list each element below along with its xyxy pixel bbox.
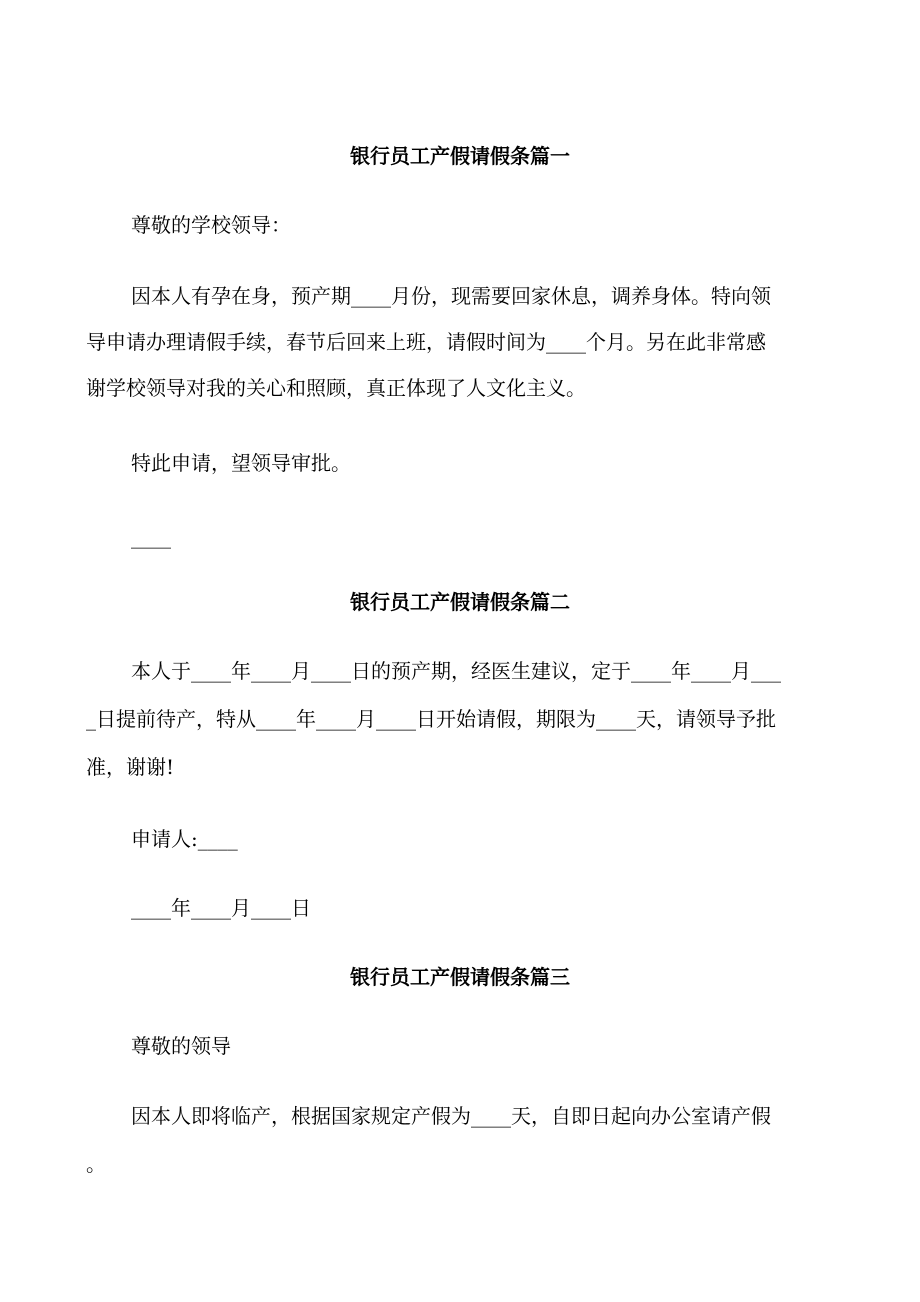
salutation-3: 尊敬的领导 (131, 1034, 231, 1058)
section-title-1: 银行员工产假请假条篇一 (350, 144, 570, 168)
date-line: ____年____月____日 (131, 896, 311, 920)
closing-1: 特此申请，望领导审批。 (131, 451, 351, 475)
applicant-line: 申请人:____ (131, 827, 238, 851)
salutation-1: 尊敬的学校领导： (131, 213, 291, 237)
paragraph-2-line-1: 本人于____年____月____日的预产期，经医生建议，定于____年____月___ (131, 659, 781, 683)
paragraph-2-line-3: 准，谢谢! (86, 755, 175, 779)
paragraph-1-line-1: 因本人有孕在身，预产期____月份，现需要回家休息，调养身体。特向领 (131, 284, 771, 308)
section-title-3: 银行员工产假请假条篇三 (350, 965, 570, 989)
paragraph-1-line-3: 谢学校领导对我的关心和照顾，真正体现了人文化主义。 (86, 376, 586, 400)
signature-blank-1: ____ (131, 525, 171, 549)
paragraph-2-line-2: _日提前待产，特从____年____月____日开始请假，期限为____天，请领导予批 (86, 707, 776, 731)
paragraph-3-line-1: 因本人即将临产，根据国家规定产假为____天，自即日起向办公室请产假 (131, 1104, 771, 1128)
paragraph-3-line-2: 。 (86, 1152, 106, 1176)
section-title-2: 银行员工产假请假条篇二 (350, 590, 570, 614)
paragraph-1-line-2: 导申请办理请假手续，春节后回来上班，请假时间为____个月。另在此非常感 (86, 330, 766, 354)
